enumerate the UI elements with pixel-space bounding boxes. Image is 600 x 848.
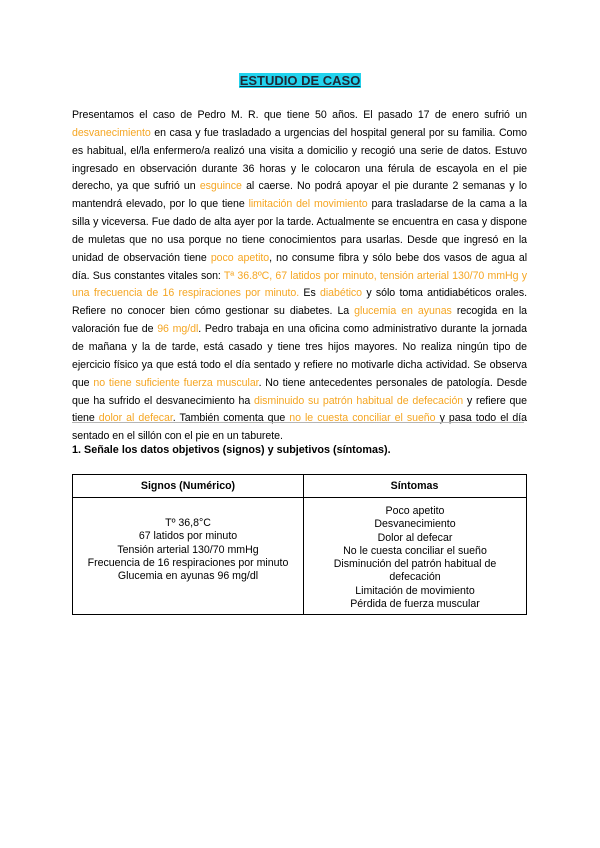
paragraph-text: , no consume fibra y sólo bebe dos vasos de agua al día. Sus constantes vitales son: xyxy=(72,251,527,282)
case-paragraph xyxy=(72,107,527,446)
paragraph-text: . Pedro trabaja en una oficina como administrativo durante la jornada de mañana y la de tarde, está casado y tiene tres hijos mayores. No realiza ningún tipo de ejercicio físico ya que está todo el día sentado y refiere no motivarle dicha actividad. Se observa que xyxy=(72,323,527,389)
signo-item: Frecuencia de 16 respiraciones por minuto xyxy=(87,556,289,569)
sintoma-item: Desvanecimiento xyxy=(374,518,456,531)
highlighted-term: glucemia en ayunas xyxy=(354,305,452,318)
signs-symptoms-table xyxy=(72,474,527,615)
signo-item: Glucemia en ayunas 96 mg/dl xyxy=(117,570,259,583)
section-divider xyxy=(72,422,524,423)
sintoma-item: Pérdida de fuerza muscular xyxy=(350,598,480,611)
highlighted-term: dolor al defecar xyxy=(98,412,173,425)
paragraph-text: recogida en la valoración fue de xyxy=(72,305,527,336)
paragraph-text: . También comenta que xyxy=(172,412,290,425)
signo-item: 67 latidos por minuto xyxy=(138,530,238,543)
highlighted-term: no le cuesta conciliar el sueño xyxy=(289,412,436,425)
table-header-row xyxy=(73,475,526,498)
paragraph-text: Es xyxy=(299,287,321,300)
sintomas-column xyxy=(304,505,526,611)
paragraph-text: Presentamos el caso de Pedro M. R. que tiene 50 años. El pasado 17 de enero sufrió un xyxy=(72,109,527,121)
highlighted-term: 96 mg/dl xyxy=(157,323,199,336)
document-title-text: ESTUDIO DE CASO xyxy=(239,73,361,88)
paragraph-text: y refiere que tiene xyxy=(72,394,527,425)
document-title xyxy=(0,73,600,89)
signo-item: Tensión arterial 130/70 mmHg xyxy=(117,543,259,556)
sintoma-item: Poco apetito xyxy=(385,505,445,517)
sintoma-item: Disminución del patrón habitual de defecación xyxy=(333,558,497,584)
highlighted-term: disminuido su patrón habitual de defecación xyxy=(254,394,464,407)
signos-column xyxy=(73,517,303,583)
highlighted-term: desvanecimiento xyxy=(72,126,151,139)
paragraph-text: al caerse. No podrá apoyar el pie durante 2 semanas y lo mantendrá elevado, por lo que tiene xyxy=(72,180,528,211)
highlighted-term: poco apetito xyxy=(210,251,270,264)
sintoma-item: No le cuesta conciliar el sueño xyxy=(343,544,487,557)
paragraph-text: y sólo toma antidiabéticos orales. Refiere no conocer bien cómo gestionar su diabetes. La xyxy=(72,287,527,318)
paragraph-text: para trasladarse de la cama a la silla y viceversa. Fue dado de alta ayer por la tarde. Actualmente se encuentra en casa y dispone de muletas que no usa porque no tiene conocimientos para usarlas. Desde que ingresó en la unidad de observación tiene xyxy=(72,198,528,264)
paragraph-text: y pasa todo el día sentado en el sillón con el pie en un taburete. xyxy=(72,412,527,443)
sintoma-item: Limitación de movimiento xyxy=(355,584,475,597)
highlighted-term: no tiene suficiente fuerza muscular xyxy=(93,376,259,389)
header-sintomas: Síntomas xyxy=(390,480,439,492)
highlighted-term: Tª 36.8ºC, 67 latidos por minuto, tensión arterial 130/70 mmHg y una frecuencia de 16 respiraciones por minuto. xyxy=(72,269,527,300)
paragraph-text: en casa y fue trasladado a urgencias del hospital general por su familia. Como es habitual, el/la enfermero/a realizó una visita a domicilio y recogió una serie de datos. Estuvo ingresado en observación durante 36 horas y le colocaron una férula de escayola en el pie derecho, ya que sufrió un xyxy=(72,126,527,193)
paragraph-text: . No tiene antecedentes personales de patología. Desde que ha sufrido el desvanecimiento ha xyxy=(72,376,527,407)
highlighted-term: esguince xyxy=(199,180,242,193)
highlighted-term: limitación del movimiento xyxy=(248,198,368,211)
sintoma-item: Dolor al defecar xyxy=(377,531,453,544)
header-signos: Signos (Numérico) xyxy=(140,480,236,492)
question-1: 1. Señale los datos objetivos (signos) y subjetivos (síntomas). xyxy=(72,444,391,456)
highlighted-term: diabético xyxy=(320,287,362,300)
signo-item: Tº 36,8°C xyxy=(165,517,211,529)
